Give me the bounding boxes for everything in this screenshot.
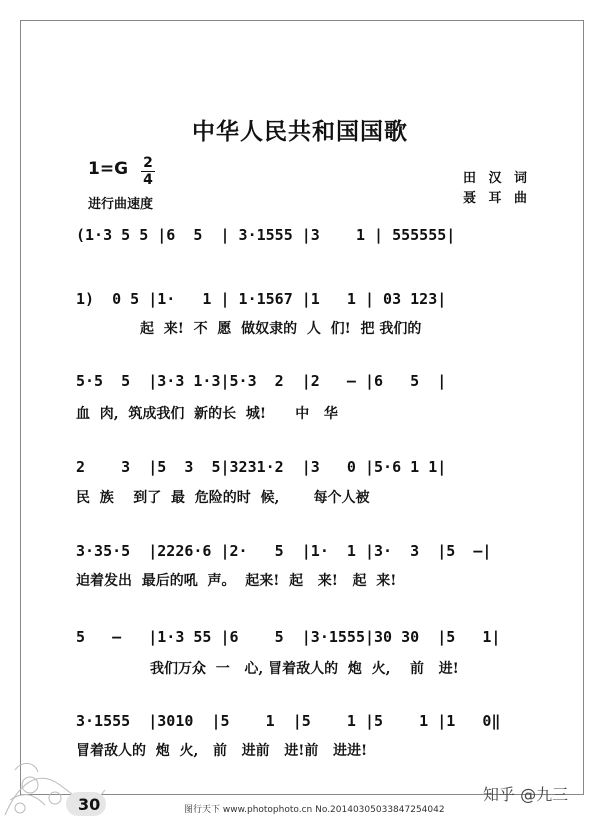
notation-row-3: 5·5 5 |3·3 1·3|5·3 2 |2 – |6 5 | <box>76 372 447 390</box>
key-signature: 1=G <box>88 159 129 179</box>
notation-row-7: 3·1555 |3010 |5 1 |5 1 |5 1 |1 0‖ <box>76 712 501 730</box>
lyrics-row-5: 迫着发出 最后的吼 声。 起来! 起 来! 起 来! <box>76 573 397 589</box>
lyricist-credit: 田 汉 词 <box>463 171 532 186</box>
notation-row-1: (1·3 5 5 |6 5 | 3·1555 |3 1 | 555555| <box>76 226 456 244</box>
lyrics-row-4: 民 族 到了 最 危险的时 候, 每个人被 <box>76 490 370 506</box>
time-signature <box>141 156 155 187</box>
notation-row-4: 2 3 |5 3 5|3231·2 |3 0 |5·6 1 1| <box>76 458 447 476</box>
lyrics-row-7: 冒着敌人的 炮 火, 前 进前 进!前 进进! <box>76 743 368 759</box>
watermark: 知乎 @九三 <box>483 785 569 804</box>
notation-row-5: 3·35·5 |2226·6 |2· 5 |1· 1 |3· 3 |5 –| <box>76 542 492 560</box>
notation-row-2: 1) 0 5 |1· 1 | 1·1567 |1 1 | 03 123| <box>76 290 447 308</box>
tempo-marking: 进行曲速度 <box>88 197 154 212</box>
page-number: 30 <box>78 795 101 814</box>
song-title: 中华人民共和国国歌 <box>192 118 408 145</box>
meter-top: 2 <box>143 155 153 171</box>
composer-credit: 聂 耳 曲 <box>463 191 532 206</box>
lyrics-row-6: 我们万众 一 心, 冒着敌人的 炮 火, 前 进! <box>150 661 459 677</box>
footer-source: 图行天下 www.photophoto.cn No.20140305033847254042 <box>184 805 445 815</box>
lyrics-row-2: 起 来! 不 愿 做奴隶的 人 们! 把 我们的 <box>140 321 422 337</box>
notation-row-6: 5 – |1·3 55 |6 5 |3·1555|30 30 |5 1| <box>76 628 501 646</box>
meter-bottom: 4 <box>143 172 153 188</box>
lyrics-row-3: 血 肉, 筑成我们 新的长 城! 中 华 <box>76 406 338 422</box>
